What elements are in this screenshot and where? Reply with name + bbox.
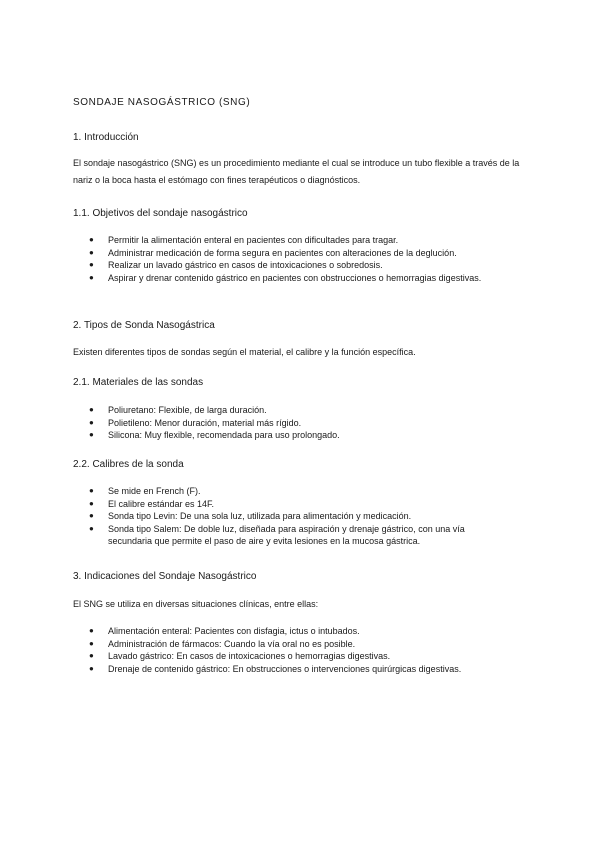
list-item: ● Poliuretano: Flexible, de larga duración. bbox=[89, 405, 267, 415]
paragraph-indicaciones: El SNG se utiliza en diversas situaciones clínicas, entre ellas: bbox=[73, 599, 319, 609]
heading-indicaciones: 3. Indicaciones del Sondaje Nasogástrico bbox=[73, 571, 257, 582]
list-calibres bbox=[73, 485, 493, 548]
list-item: ● Administración de fármacos: Cuando la vía oral no es posible. bbox=[89, 638, 356, 649]
bullet-icon: ● bbox=[89, 511, 94, 520]
bullet-icon: ● bbox=[89, 260, 94, 269]
paragraph-introduccion: El sondaje nasogástrico (SNG) es un procedimiento mediante el cual se introduce un tubo flexible a través de la nariz o la boca hasta el estómago con fines terapéuticos o diagnósticos. bbox=[73, 158, 520, 185]
list-indicaciones bbox=[73, 625, 493, 675]
list-item: ● Silicona: Muy flexible, recomendada para uso prolongado. bbox=[89, 430, 340, 440]
bullet-icon: ● bbox=[89, 247, 94, 257]
list-item: ● Administrar medicación de forma segura en pacientes con alteraciones de la deglución. bbox=[89, 247, 457, 258]
bullet-icon: ● bbox=[89, 523, 94, 533]
list-item: ● Sonda tipo Levin: De una sola luz, utilizada para alimentación y medicación. bbox=[89, 511, 412, 521]
list-materiales bbox=[73, 404, 493, 442]
bullet-icon: ● bbox=[89, 663, 94, 673]
bullet-icon: ● bbox=[89, 430, 94, 439]
document-title: SONDAJE NASOGÁSTRICO (SNG) bbox=[73, 97, 251, 108]
heading-tipos: 2. Tipos de Sonda Nasogástrica bbox=[73, 320, 215, 331]
paragraph-tipos: Existen diferentes tipos de sondas según el material, el calibre y la función específica. bbox=[73, 347, 416, 357]
bullet-icon: ● bbox=[89, 235, 94, 244]
list-item: ● Aspirar y drenar contenido gástrico en pacientes con obstrucciones o hemorragias digestivas. bbox=[89, 272, 482, 283]
bullet-icon: ● bbox=[89, 498, 94, 508]
bullet-icon: ● bbox=[89, 272, 94, 282]
list-item: ● Lavado gástrico: En casos de intoxicaciones o hemorragias digestivas. bbox=[89, 651, 391, 661]
list-objetivos bbox=[73, 234, 493, 284]
bullet-icon: ● bbox=[89, 626, 94, 635]
bullet-icon: ● bbox=[89, 651, 94, 660]
list-item: ● Permitir la alimentación enteral en pacientes con dificultades para tragar. bbox=[89, 235, 399, 245]
heading-objetivos: 1.1. Objetivos del sondaje nasogástrico bbox=[73, 208, 248, 219]
bullet-icon: ● bbox=[89, 405, 94, 414]
heading-materiales: 2.1. Materiales de las sondas bbox=[73, 377, 204, 388]
bullet-icon: ● bbox=[89, 486, 94, 495]
list-item: ● Alimentación enteral: Pacientes con disfagia, ictus o intubados. bbox=[89, 626, 360, 636]
list-item: ● Sonda tipo Salem: De doble luz, diseñada para aspiración y drenaje gástrico, con una vía secundaria que permite el paso de aire y evita lesiones en la mucosa gástrica. bbox=[89, 523, 465, 546]
list-item: ● El calibre estándar es 14F. bbox=[89, 498, 215, 509]
heading-calibres: 2.2. Calibres de la sonda bbox=[73, 459, 184, 470]
list-item: ● Drenaje de contenido gástrico: En obstrucciones o intervenciones quirúrgicas digestivas. bbox=[89, 663, 462, 674]
list-item: ● Se mide en French (F). bbox=[89, 486, 201, 496]
bullet-icon: ● bbox=[89, 638, 94, 648]
heading-introduccion: 1. Introducción bbox=[73, 132, 139, 143]
bullet-icon: ● bbox=[89, 417, 94, 427]
list-item: ● Realizar un lavado gástrico en casos de intoxicaciones o sobredosis. bbox=[89, 260, 383, 270]
list-item: ● Polietileno: Menor duración, material más rígido. bbox=[89, 417, 302, 428]
